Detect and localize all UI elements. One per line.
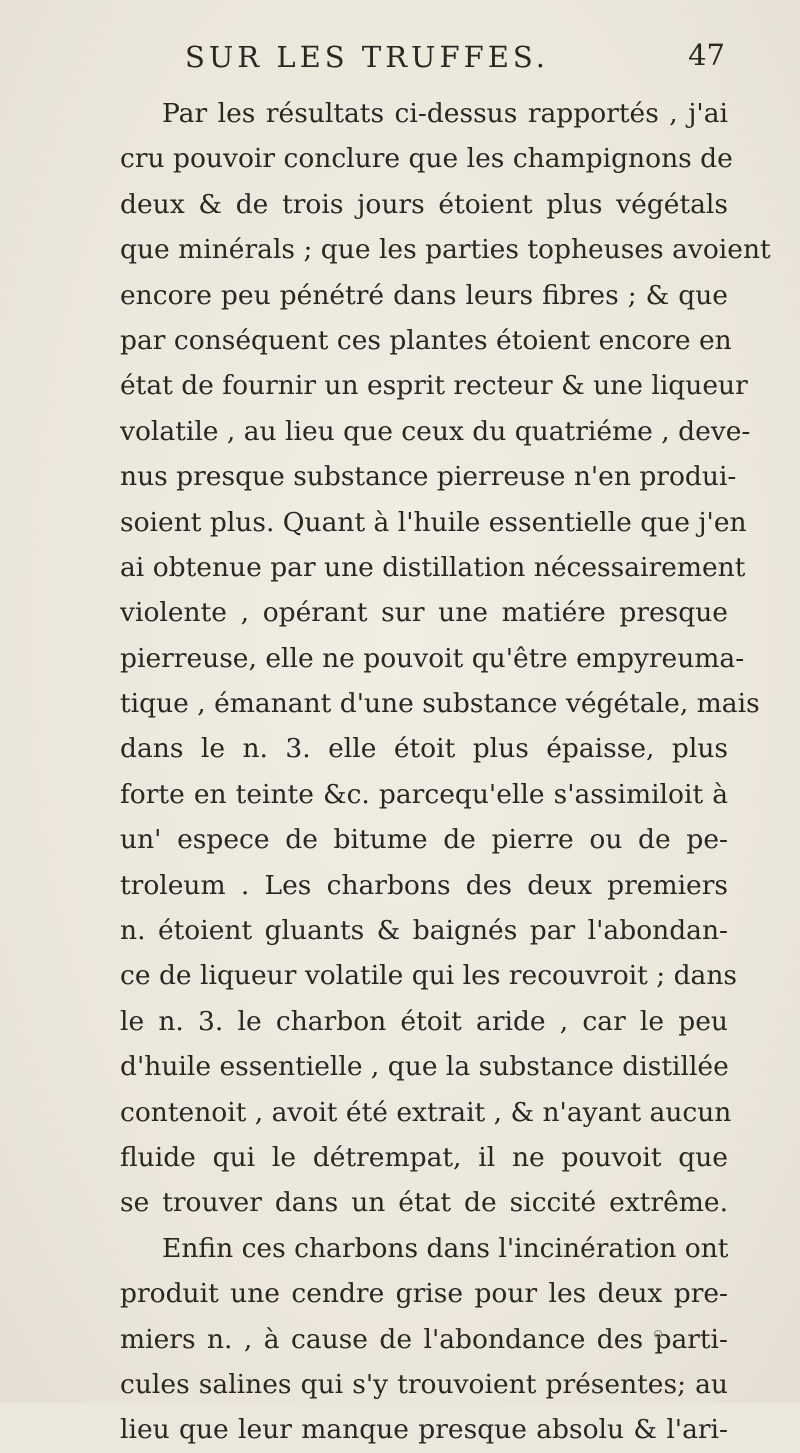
text-line: cru pouvoir conclure que les champignons de (120, 143, 733, 175)
text-line: troleum . Les charbons des deux premiers (120, 869, 728, 901)
text-line: nus presque substance pierreuse n'en produi- (120, 461, 737, 493)
text-line: fluide qui le détrempat, il ne pouvoit que (120, 1141, 728, 1173)
text-line: soient plus. Quant à l'huile essentielle que j'en (120, 506, 747, 538)
text-line: contenoit , avoit été extrait , & n'ayant aucun (120, 1096, 732, 1128)
running-title: SUR LES TRUFFES. (185, 40, 549, 74)
text-line: dans le n. 3. elle étoit plus épaisse, plus (120, 733, 728, 765)
page-header (185, 32, 725, 92)
text-line: volatile , au lieu que ceux du quatriéme , deve- (120, 415, 751, 447)
text-line: miers n. , à cause de l'abondance des parti- (120, 1323, 728, 1355)
text-line: cules salines qui s'y trouvoient présentes; au (120, 1368, 728, 1400)
text-line: Enfin ces charbons dans l'incinération ont (162, 1232, 729, 1264)
text-line: forte en teinte &c. parcequ'elle s'assimiloit à (120, 778, 728, 810)
text-line: ce de liqueur volatile qui les recouvroit ; dans (120, 960, 737, 992)
text-line: tique , émanant d'une substance végétale, mais (120, 688, 760, 720)
text-line: par conséquent ces plantes étoient encore en (120, 324, 732, 356)
page-number: 47 (688, 38, 725, 72)
text-line: violente , opérant sur une matiére presque (120, 597, 728, 629)
text-line: se trouver dans un état de siccité extrême. (120, 1187, 728, 1219)
text-line: lieu que leur manque presque absolu & l'ari- (120, 1414, 728, 1446)
paper-speck (654, 1330, 662, 1338)
text-line: un' espece de bitume de pierre ou de pe- (120, 824, 728, 856)
text-line: d'huile essentielle , que la substance distillée (120, 1051, 729, 1083)
text-line: ai obtenue par une distillation nécessairement (120, 551, 746, 583)
text-line: produit une cendre grise pour les deux pre- (120, 1278, 728, 1310)
body-text (120, 91, 771, 1453)
text-line: n. étoient gluants & baignés par l'abondan- (120, 915, 728, 947)
text-line: que minérals ; que les parties topheuses avoient (120, 234, 771, 266)
text-line: deux & de trois jours étoient plus végétals (120, 188, 728, 220)
text-line: le n. 3. le charbon étoit aride , car le peu (120, 1005, 728, 1037)
text-line: pierreuse, elle ne pouvoit qu'être empyreuma- (120, 642, 745, 674)
text-line: Par les résultats ci-dessus rapportés , j'ai (162, 98, 728, 129)
text-line: état de fournir un esprit recteur & une liqueur (120, 370, 748, 402)
text-line: encore peu pénétré dans leurs fibres ; & que (120, 279, 728, 311)
